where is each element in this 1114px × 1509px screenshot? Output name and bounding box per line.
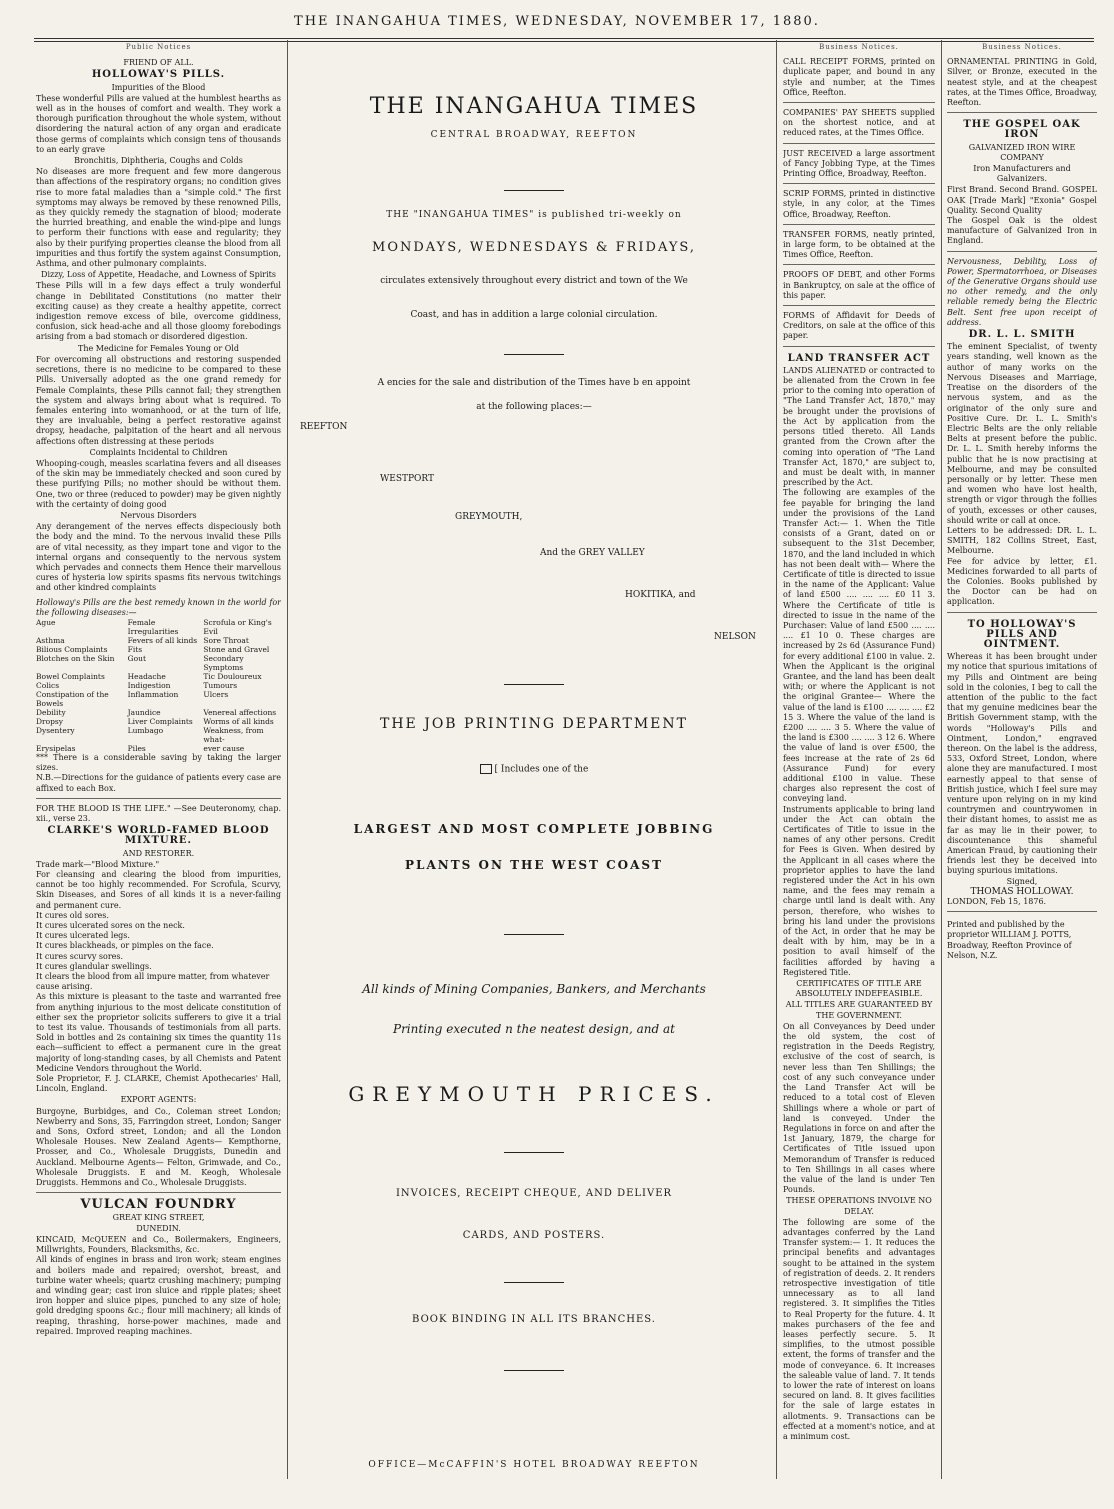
notice (783, 227, 935, 266)
column-header: Business Notices. (819, 43, 899, 51)
paragraph: Burgoyne, Burbidges, and Co., Coleman street London; Newberry and Sons, 35, Farringdon street, London; Sanger and Sons, Oxford street, London; and all the London Wholesale Houses. New Zealand Agents— Kempthorne, Prosser, and Co., Wholesale Druggists, Dunedin and Auckland. Melbourne Agents— Felton, Grimwade, and Co., Wholesale Druggists. E and M. Keogh, Wholesale Druggists. Hemmons and Co., Wholesale Druggists. (36, 1106, 281, 1188)
table-cell: Debility (36, 707, 66, 717)
notice-line: [ Includes one of the (300, 764, 768, 775)
list-item: It cures ulcerated legs. (36, 931, 130, 941)
list-item: It cures ulcerated sores on the neck. (36, 921, 185, 931)
notice (783, 146, 935, 185)
publication-days: MONDAYS, WEDNESDAYS & FRIDAYS, (372, 240, 696, 255)
office-address: OFFICE—McCAFFIN'S HOTEL BROADWAY REEFTON (368, 1460, 700, 1470)
subheading: EXPORT AGENTS: (120, 1095, 197, 1105)
advert-title: HOLLOWAY'S PILLS. (91, 69, 226, 81)
table-cell: Piles (127, 743, 146, 753)
paragraph: Letters to be addressed: DR. L. L. SMITH, 182 Collins Street, East, Melbourne. (947, 525, 1097, 556)
advert-title: TO HOLLOWAY'S PILLS AND OINTMENT. (967, 618, 1077, 650)
paragraph: LANDS ALIENATED or contracted to be alienated from the Crown in fee prior to the coming into operation of "The Land Transfer Act, 1870," may be brought under the provisions of the Act by application from the persons titled thereto. All Lands granted from the Crown after the coming into operation of "The Land Transfer Act, 1870," are subject to, and must be dealt with, in manner prescribed by the Act. (783, 365, 935, 488)
column-divider (941, 40, 942, 1479)
table-cell: Indigestion (127, 680, 171, 690)
column-divider (776, 40, 777, 1479)
vulcan-advert (36, 1195, 281, 1341)
table-cell: Venereal affections (203, 707, 277, 717)
paragraph: Holloway's Pills are the best remedy known in the world for the following diseases:— (36, 597, 281, 617)
paragraph: On all Conveyances by Deed under the old system, the cost of registration in the Deeds Registry, exclusive of the cost of search, is never less than Ten Shillings; the cost of any such conveyance under the Land Transfer Act will be reduced to a total cost of Eleven Shillings where a whole or part of land is conveyed. Under the Regulations in force on and after the 1st January, 1879, the charge for Certificates of Title issued upon Memorandum of Transfer is reduced to Ten Shillings in all cases where the value of the land is under Ten Pounds. (783, 1021, 935, 1195)
list-item: It cures glandular swellings. (36, 961, 152, 971)
column-business-notices (783, 42, 935, 1482)
paragraph: SCRIP FORMS, printed in distinctive style, in any color, at the Times Office, Broadway, Reefton. (783, 189, 935, 219)
advert-kicker: FRIEND OF ALL. (123, 58, 194, 68)
advert-title: VULCAN FOUNDRY (80, 1197, 237, 1213)
paragraph: These Pills will in a few days effect a truly wonderful change in Debilitated Constitutions (no matter their exciting cause) as they create a healthy appetite, correct indigestion remove excess of bile, overcome giddiness, confusion, sick head-ache and all those gloomy forebodings arising from a bad stomach or disordered digestion. (36, 281, 281, 342)
notice-line: All kinds of Mining Companies, Bankers, and Merchants (362, 982, 706, 996)
notice-line: PLANTS ON THE WEST COAST (404, 858, 663, 872)
ornament-rule (300, 924, 768, 943)
smith-advert (947, 254, 1097, 613)
paragraph: Signed, (1006, 876, 1038, 886)
notice (783, 308, 935, 347)
notice (783, 105, 935, 144)
table-cell: Secondary Symptoms (203, 653, 244, 672)
table-row (36, 618, 281, 636)
list-item: It cures blackheads, or pimples on the face. (36, 941, 214, 951)
table-cell: Lumbago (127, 725, 164, 735)
table-cell: Colics (36, 680, 60, 690)
table-cell: Liver Complaints (127, 716, 193, 726)
table-cell: Gout (127, 653, 146, 663)
notice-line: Coast, and has in addition a large colonial circulation. (410, 310, 658, 320)
list-item: It cures scurvy sores. (36, 951, 124, 961)
place-westport: WESTPORT (380, 474, 435, 484)
counterfeit-notice (947, 615, 1097, 913)
table-cell: Worms of all kinds (203, 716, 274, 726)
table-cell: Stone and Gravel (203, 644, 270, 654)
paragraph: As this mixture is pleasant to the taste and warranted free from anything injurious to the most delicate constitution of either sex the proprietor solicits sufferers to give it a trial to test its value. Thousands of testimonials from all parts. Sold in bottles and 2s containing six times the quantity 11s each—sufficient to effect a permanent cure in the great majority of long-standing cases, by all Chemists and Patent Medicine Vendors throughout the World. (36, 992, 281, 1073)
table-row (36, 654, 281, 672)
notice-line: BOOK BINDING IN ALL ITS BRANCHES. (412, 1314, 656, 1325)
paragraph: The following are some of the advantages conferred by the Land Transfer system:— 1. It reduces the principal benefits and advantages sought to be attained in the system of registration of deeds. 2. It renders retrospective investigation of title unnecessary as to all land registered. 3. It simplifies the Titles to Real Property for the future. 4. It makes purchasers of the fee and leases perfectly secure. 5. It simplifies, to the utmost possible extent, the forms of transfer and the mode of conveyance. 6. It increases the saleable value of land. 7. It tends to lower the rate of interest on loans secured on land. 8. It gives facilities for the sale of large estates in allotments. 9. Transactions can be effected at a moment's notice, and at a minimum cost. (783, 1217, 935, 1441)
notice-line: at the following places:— (476, 402, 592, 412)
holloway-advert (36, 54, 281, 799)
table-cell: Jaundice (127, 707, 161, 717)
paragraph: CALL RECEIPT FORMS, printed on duplicate paper, and bound in any style and number, at the Times Office, Reefton. (783, 57, 935, 97)
subheading: CERTIFICATES OF TITLE ARE ABSOLUTELY INDEFEASIBLE. (795, 979, 923, 999)
table-cell: Dysentery (36, 725, 75, 735)
table-row (36, 645, 281, 654)
table-cell: ever cause (203, 743, 245, 753)
table-row (36, 636, 281, 645)
table-cell: Fits (127, 644, 143, 654)
table-row (36, 672, 281, 681)
list-item: It cures old sores. (36, 910, 109, 920)
column-header: Public Notices (125, 43, 192, 51)
subheading: GALVANIZED IRON WIRE COMPANY (968, 142, 1076, 162)
table-cell: Ague (36, 617, 56, 627)
subheading: GREAT KING STREET, (112, 1212, 205, 1222)
paragraph: PROOFS OF DEBT, and other Forms in Bankruptcy, on sale at the office of this paper. (783, 270, 935, 300)
paragraph: All kinds of engines in brass and iron work; steam engines and boilers made and repaired; overshot, breast, and turbine water wheels; quartz crushing machinery; pumping and winding gear; cast iron sluice and ripple plates; sheet iron hopper and sluice pipes, punched to any size of hole; gold dredging spoons &c.; flour mill machinery; all kinds of reaping, thrashing, horse-power machines, made and repaired. Improved reaping machines. (36, 1255, 281, 1336)
subheading: The Medicine for Females Young or Old (78, 343, 239, 353)
subheading: DUNEDIN. (136, 1223, 181, 1233)
place-hokitika: HOKITIKA, and (625, 590, 696, 600)
paragraph: *** There is a considerable saving by taking the larger sizes. (36, 752, 281, 773)
table-row (36, 690, 281, 708)
table-cell: Erysipelas (36, 743, 76, 753)
table-row (36, 681, 281, 690)
table-cell: Tumours (203, 680, 238, 690)
ornament-rule (300, 180, 768, 199)
paragraph: TRANSFER FORMS, neatly printed, in large form, to be obtained at the Times Office, Reefton. (783, 229, 935, 260)
advert-title: LAND TRANSFER ACT (787, 352, 931, 364)
paragraph: The eminent Specialist, of twenty years standing, well known as the author of many works on the Nervous Diseases and Marriage, Treatise on the disorders of the nervous system, and as the originator of the only sure and Positive Cure. Dr. L. L. Smith's Electric Belts are the only reliable Belts at present before the public. Dr. L. L. Smith hereby informs the public that he is now practising at Melbourne, and may be consulted personally or by letter. These men and women who have lost health, strength or vigor through the follies of youth, excesses or other causes, should write or call at once. (947, 342, 1097, 525)
gospel-oak-advert (947, 115, 1097, 251)
paragraph: These wonderful Pills are valued at the humblest hearths as well as in the houses of comfort and wealth. They work a thorough purification throughout the whole system, without disordering the natural action of any organ and eradicate those germs of complaints which consign tens of thousands to an early grave (36, 93, 281, 154)
table-cell: Scrofula or King's Evil (203, 617, 272, 636)
table-cell: Dropsy (36, 716, 64, 726)
table-cell: Sore Throat (203, 635, 249, 645)
table-cell: Fevers of all kinds (127, 635, 198, 645)
place-nelson: NELSON (714, 632, 756, 642)
notice-line: Printing executed n the neatest design, and at (393, 1022, 675, 1036)
paragraph: No diseases are more frequent and few more dangerous than affections of the respiratory organs; no condition gives rise to more fatal maladies than a "simple cold." The first symptoms may always be removed by these renowned Pills, as they quickly remedy the stagnation of blood; moderate the hurried breathing, and enable the wind-pipe and lungs to perform their functions with ease and regularity; they also by their purifying properties cleanse the blood from all impurities and thus fortify the system against Consumption, Asthma, and other pulmonary complaints. (36, 167, 281, 269)
subheading: AND RESTORER. (122, 848, 195, 858)
paragraph: ORNAMENTAL PRINTING in Gold, Silver, or Bronze, executed in the neatest style, and at the cheapest rates, at the Times Office, Broadway, Reefton. (947, 57, 1097, 108)
paragraph: N.B.—Directions for the guidance of patients every case are affixed to each Box. (36, 773, 281, 793)
paragraph: Trade mark—"Blood Mixture." (36, 859, 160, 869)
notice (783, 186, 935, 225)
advert-title: DR. L. L. SMITH (968, 329, 1076, 341)
notice-line: THE "INANGAHUA TIMES" is published tri-weekly on (386, 210, 682, 220)
table-cell: Bowel Complaints (36, 671, 105, 681)
column-divider (287, 40, 288, 1479)
cures-list (36, 911, 281, 993)
ornament-rule (300, 344, 768, 363)
paragraph: Fee for advice by letter, £1. Medicines forwarded to all parts of the Colonies. Books published by the Doctor can be had on application. (947, 556, 1097, 607)
notice-line: CARDS, AND POSTERS. (462, 1230, 606, 1241)
notice-line: circulates extensively throughout every district and town of the We (380, 276, 688, 286)
table-cell: Female Irregularities (127, 617, 179, 636)
table-cell: Bilious Complaints (36, 644, 108, 654)
notice (947, 54, 1097, 113)
paragraph: Sole Proprietor, F. J. CLARKE, Chemist Apothecaries' Hall, Lincoln, England. (36, 1074, 281, 1094)
table-cell: Tic Douloureux (203, 671, 262, 681)
place-grey-valley: And the GREY VALLEY (540, 548, 645, 558)
pointing-hand-icon (480, 764, 492, 774)
subheading: ALL TITLES ARE GUARANTEED BY THE GOVERNMENT. (785, 1000, 933, 1020)
table-cell: Asthma (36, 635, 65, 645)
paragraph: FORMS of Affidavit for Deeds of Creditors, on sale at the office of this paper. (783, 311, 935, 341)
paragraph: Whooping-cough, measles scarlatina fevers and all diseases of the skin may be immediately checked and soon cured by these purifying Pills; no mother should be without them. One, two or three (reduced to powder) may be given nightly with the certainty of doing good (36, 458, 281, 509)
paragraph: Whereas it has been brought under my notice that spurious imitations of my Pills and Ointment are being sold in the colonies, I beg to call the attention of the public to the fact that my genuine medicines bear the British Government stamp, with the words "Holloway's Pills and Ointment, London," engraved thereon. On the label is the address, 533, Oxford Street, London, where alone they are manufactured. I most earnestly appeal to that sense of British justice, which I feel sure may venture upon relying on in my kind countrymen and countrywomen in their distant homes, to assist me as far as may lie in their power, to discountenance this shameful American Fraud, by cautioning their friends lest they be deceived into buying spurious imitations. (947, 652, 1097, 876)
masthead-rule (34, 38, 1094, 39)
paragraph: For overcoming all obstructions and restoring suspended secretions, there is no medicine to be compared to these Pills. Universally adopted as the one grand remedy for Female Complaints, these Pills cannot fail; they strengthen the system and always bring about what is required. To females entering into womanhood, or at the turn of life, they are invaluable, being a perfect restorative against dropsy, headache, palpitation of the heart and all nervous affections often distressing at these periods (36, 354, 281, 446)
list-item: It clears the blood from all impure matter, from whatever cause arising. (36, 972, 270, 992)
ornament-rule (300, 1272, 768, 1291)
diseases-table (36, 618, 281, 753)
signature: THOMAS HOLLOWAY. (970, 886, 1074, 897)
table-cell: Ulcers (203, 689, 229, 699)
newspaper-title: THE INANGAHUA TIMES (369, 94, 699, 119)
notice (783, 54, 935, 103)
greymouth-prices: GREYMOUTH PRICES. (348, 1082, 720, 1106)
ornament-rule (300, 674, 768, 693)
subheading: Iron Manufacturers and Galvanizers. (973, 164, 1071, 184)
ornament-rule (300, 1360, 768, 1379)
notice-line: LARGEST AND MOST COMPLETE JOBBING (353, 822, 715, 836)
notice-line: INVOICES, RECEIPT CHEQUE, AND DELIVER (395, 1188, 673, 1199)
job-printing-heading: THE JOB PRINTING DEPARTMENT (379, 716, 688, 732)
table-row (36, 726, 281, 744)
table-cell: Weakness, from what- (203, 725, 264, 744)
table-row (36, 708, 281, 717)
paragraph: FOR THE BLOOD IS THE LIFE." —See Deuteronomy, chap. xii., verse 23. (36, 803, 281, 823)
table-cell: Constipation of the Bowels (36, 689, 109, 708)
paragraph: For cleansing and clearing the blood from impurities, cannot be too highly recommended. For Scrofula, Scurvy, Skin Diseases, and Sores of all kinds it is a never-failing and permanent cure. (36, 870, 281, 910)
paragraph: KINCAID, McQUEEN and Co., Boilermakers, Engineers, Millwrights, Founders, Blacksmiths, &c. (36, 1234, 281, 1255)
subheading: Bronchitis, Diphtheria, Coughs and Colds (74, 156, 243, 166)
paragraph: LONDON, Feb 15, 1876. (947, 897, 1047, 907)
paragraph: The following are examples of the fee payable for bringing the land under the provisions of the Land Transfer Act:— 1. When the Title consists of a Grant, dated on or subsequent to the 31st December, 1870, and the land included in which has not been dealt with— Where the Certificate of title is directed to issue in the name of the Applicant: Value of land £500 .... .... .... £0 11 3. Where the Certificate of title is directed to issue in the name of the Purchaser: Value of land £500 .... .... .... £1 10 0. These charges are increased by 2s 6d (Assurance Fund) for every additional £100 in value. 2. When the Applicant is the original Grantee, and the land has been dealt with; or where the Applicant is not the original Grantee— Where the value of the land is £100 .... .... .... £2 15 3. Where the value of the land is £200 .... .... 3 5. Where the value of the land is £300 .... .... 3 12 6. Where the value of land is over £500, the fees increase at the rate of 2s 6d (Assurance Fund) for every additional £100 in value. These charges also represent the cost of conveying land. (783, 488, 935, 804)
paragraph: The Gospel Oak is the oldest manufacture of Galvanized Iron in England. (947, 216, 1097, 246)
paragraph: Instruments applicable to bring land under the Act can obtain the Certificates of Title to issue in the names of any other persons. Credit for Fees is Given. When desired by the Applicant in all cases where the proprietor applies to have the land registered under the Act in his own name, and the fees may remain a charge until land is dealt with. Any person, therefore, who wishes to bring his land under the provisions of the Act, in order that he may be dealt with by him, may be in a position to avail himself of the facilities afforded by having a Registered Title. (783, 804, 935, 977)
table-cell: Blotches on the Skin (36, 653, 115, 663)
newspaper-address: CENTRAL BROADWAY, REEFTON (430, 130, 638, 140)
table-row (36, 744, 281, 753)
place-greymouth: GREYMOUTH, (455, 512, 523, 522)
subheading: Complaints Incidental to Children (89, 447, 228, 457)
subheading: Dizzy, Loss of Appetite, Headache, and Lowness of Spirits (41, 270, 276, 280)
place-reefton: REEFTON (300, 422, 348, 432)
advert-title: THE GOSPEL OAK IRON (963, 119, 1081, 141)
masthead: THE INANGAHUA TIMES, WEDNESDAY, NOVEMBER 17, 1880. (294, 14, 820, 29)
subheading: THESE OPERATIONS INVOLVE NO DELAY. (786, 1196, 932, 1216)
paragraph: First Brand. Second Brand. GOSPEL OAK [Trade Mark] "Exonia" Gospel Quality. Second Quality (947, 185, 1097, 215)
land-transfer-act (783, 349, 935, 1447)
table-row (36, 717, 281, 726)
paragraph: Any derangement of the nerves effects dispeciously both the body and the mind. To the nervous invalid these Pills are of vital necessity, as they impart tone and vigor to the internal organs and consequently to the nervous system which pervades and connects them Hence their marvellous cures of hysteria low spirits spasms fits nervous twitchings and other kindred complaints (36, 522, 281, 593)
paragraph: JUST RECEIVED a large assortment of Fancy Jobbing Type, at the Times Printing Office, Broadway, Reefton. (783, 148, 935, 179)
notice (783, 267, 935, 306)
subheading: Impurities of the Blood (111, 82, 206, 92)
subheading: Nervous Disorders (120, 510, 197, 520)
column-business-notices-2 (947, 42, 1097, 1482)
paragraph: COMPANIES' PAY SHEETS supplied on the shortest notice, and at reduced rates, at the Times Office. (783, 108, 935, 138)
imprint: Printed and published by the proprietor WILLIAM J. POTTS, Broadway, Reefton Province of Nelson, N.Z. (947, 920, 1072, 960)
ornament-rule (300, 1142, 768, 1161)
column-header: Business Notices. (982, 43, 1062, 51)
table-cell: Inflammation (127, 689, 179, 699)
clarke-advert (36, 801, 281, 1194)
table-cell: Headache (127, 671, 166, 681)
paragraph: Nervousness, Debility, Loss of Power, Spermatorrhoea, or Diseases of the Generative Organs should use no other remedy, and the only reliable remedy being the Electric Belt. Sent free upon receipt of address. (947, 256, 1097, 327)
column-public-notices (36, 42, 281, 1482)
notice-line: A encies for the sale and distribution of the Times have b en appoint (377, 378, 691, 388)
advert-title: CLARKE'S WORLD-FAMED BLOOD MIXTURE. (47, 825, 270, 847)
